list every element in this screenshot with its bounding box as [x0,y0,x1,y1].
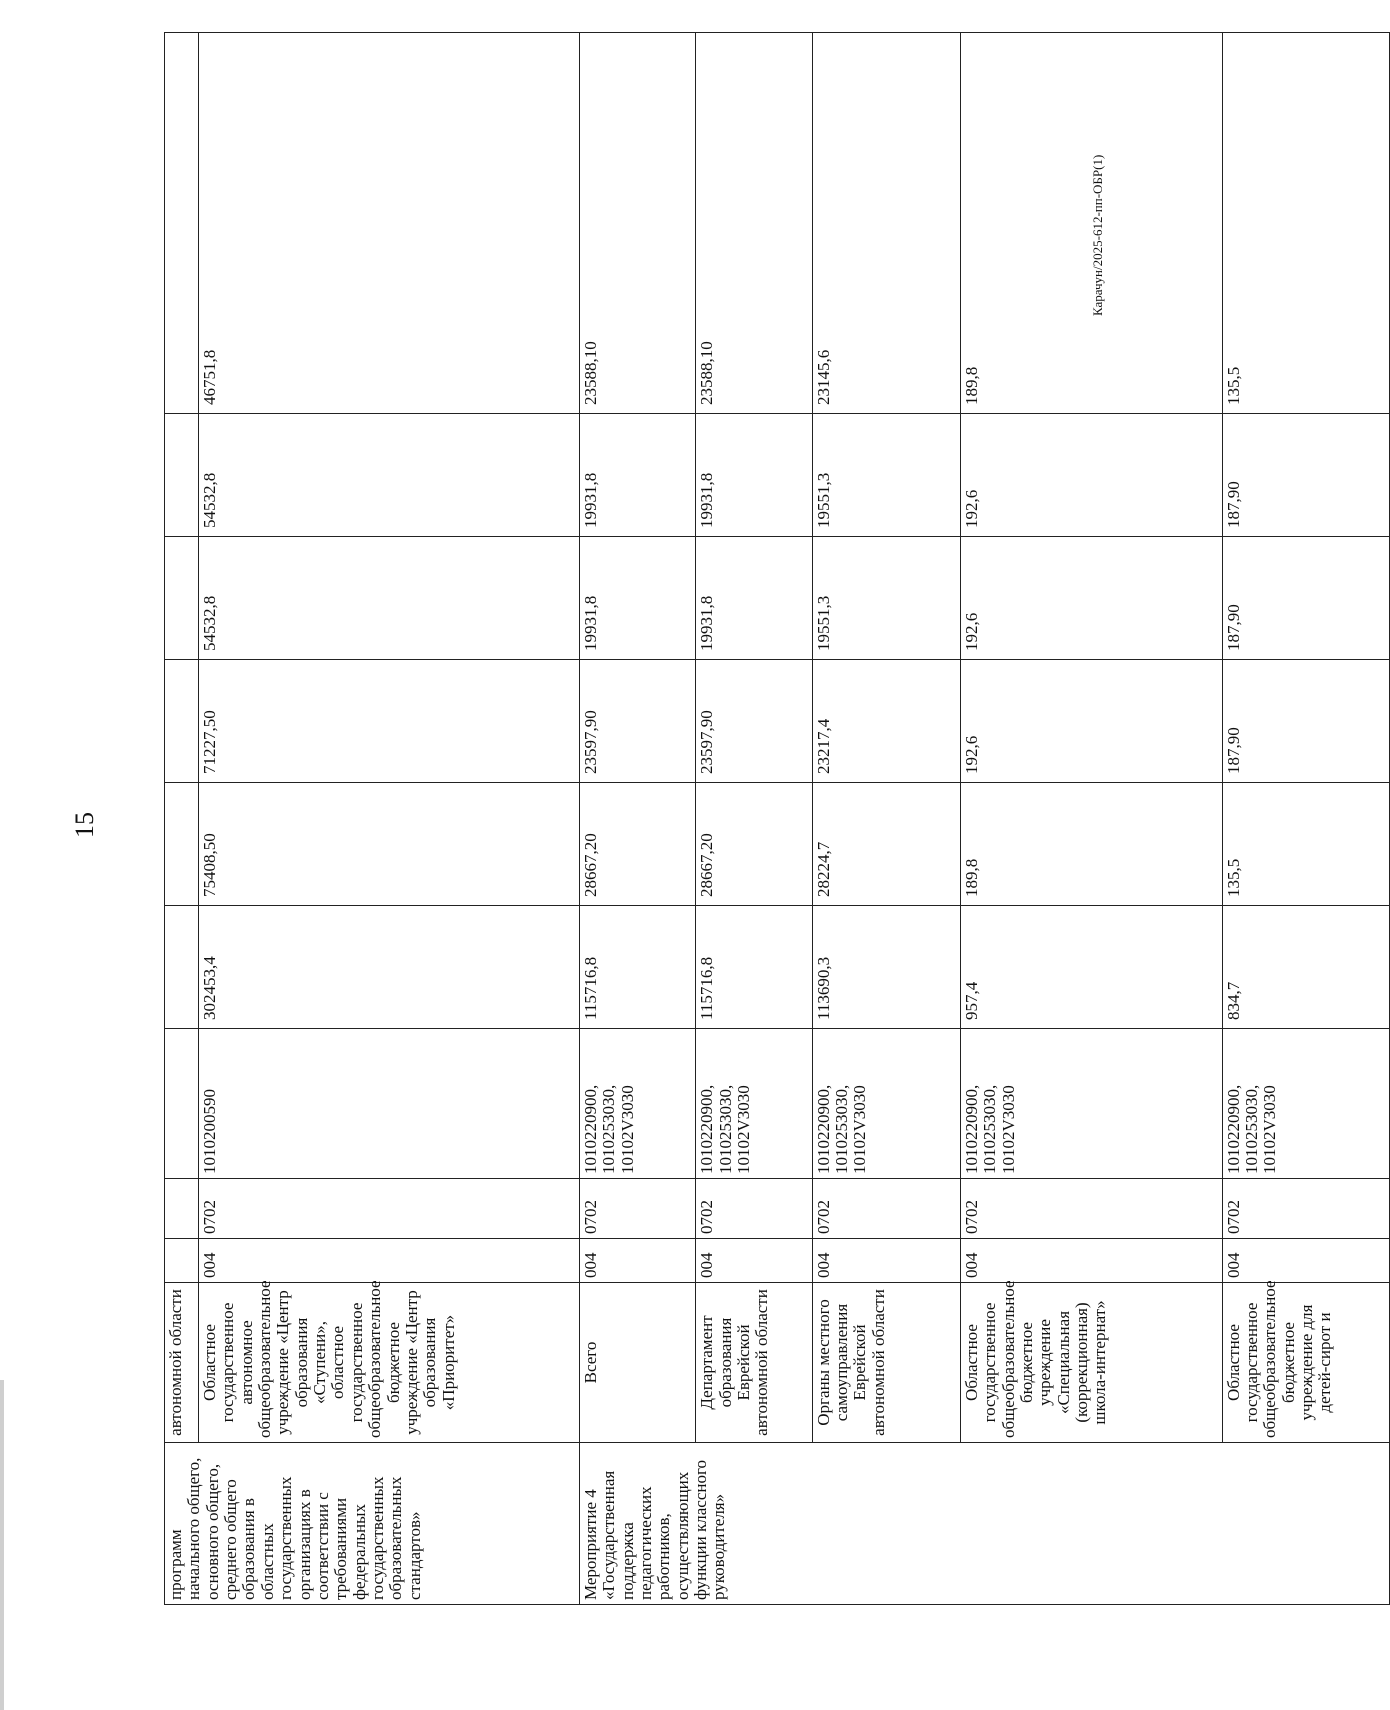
year-value-cell: 19551,3 [812,414,960,537]
year-value-cell: 189,8 [960,783,1222,906]
year-value-cell: 19931,8 [696,414,812,537]
year-value-cell: 46751,8 [198,33,579,414]
year-value-cell: 192,6 [960,537,1222,660]
year-value-cell: 23145,6 [812,33,960,414]
year-value-cell: 135,5 [1222,783,1389,906]
csr-cell: 1010220900, 1010253030, 10102V3030 [812,1029,960,1179]
table-row [696,33,812,1605]
year-value-cell: 28667,20 [696,783,812,906]
program-cell: программ начального общего, основного общего, среднего общего образования в областных государственных организациях в соответствии с требованиями федеральных государственных образовательных стандартов» [165,1443,580,1605]
csr-cell: 1010220900, 1010253030, 10102V3030 [1222,1029,1389,1179]
year-value-cell: 19931,8 [579,537,695,660]
executor-cell: Областное государственное автономное общеобразовательное учреждение «Центр образования «Ступени», областное государственное общеобразовательное бюджетное учреждение «Центр образования «Приоритет» [198,1283,579,1443]
year-value-cell: 54532,8 [198,537,579,660]
executor-cell: Всего [579,1283,695,1443]
executor-cell: Органы местного самоуправления Еврейской автономной области [812,1283,960,1443]
total-value-cell: 302453,4 [198,906,579,1029]
year-value-cell [165,783,199,906]
year-value-cell: 135,5 [1222,33,1389,414]
year-value-cell [165,33,199,414]
rz-cell: 0702 [198,1179,579,1239]
year-value-cell [165,414,199,537]
year-value-cell: 192,6 [960,660,1222,783]
year-value-cell: 23597,90 [696,660,812,783]
rz-cell: 0702 [579,1179,695,1239]
grbs-cell: 004 [812,1239,960,1283]
table-row [1222,33,1389,1605]
total-value-cell: 115716,8 [579,906,695,1029]
csr-cell: 1010200590 [198,1029,579,1179]
table-row [198,33,579,1605]
grbs-cell: 004 [1222,1239,1389,1283]
year-value-cell: 187,90 [1222,414,1389,537]
year-value-cell: 187,90 [1222,537,1389,660]
executor-cell: Областное государственное общеобразовательное бюджетное учреждение «Специальная (коррекционная) школа-интернат» [960,1283,1222,1443]
program-cell: Мероприятие 4 «Государственная поддержка педагогических работников, осуществляющих функции классного руководителя» [579,1443,1389,1605]
document-code: Карачун/2025-612-пп-ОБР(1) [1090,154,1105,316]
year-value-cell [165,537,199,660]
year-value-cell: 23588,10 [579,33,695,414]
rz-cell: 0702 [696,1179,812,1239]
table-row [960,33,1222,1605]
csr-cell: 1010220900, 1010253030, 10102V3030 [579,1029,695,1179]
budget-table [164,32,1390,1605]
grbs-cell: 004 [960,1239,1222,1283]
year-value-cell: 75408,50 [198,783,579,906]
year-value-cell [165,660,199,783]
table-row [165,33,199,1605]
total-value-cell [165,906,199,1029]
total-value-cell: 957,4 [960,906,1222,1029]
rz-cell: 0702 [812,1179,960,1239]
year-value-cell: 19551,3 [812,537,960,660]
year-value-cell: 28667,20 [579,783,695,906]
table-row [579,33,695,1605]
rz-cell: 0702 [1222,1179,1389,1239]
year-value-cell: 23597,90 [579,660,695,783]
rz-cell [165,1179,199,1239]
scan-edge-mark [0,1380,4,1710]
grbs-cell: 004 [198,1239,579,1283]
executor-cell: Областное государственное общеобразовательное бюджетное учреждение для детей-сирот и [1222,1283,1389,1443]
year-value-cell: 189,8 [960,33,1222,414]
executor-cell: автономной области [165,1283,199,1443]
csr-cell: 1010220900, 1010253030, 10102V3030 [696,1029,812,1179]
year-value-cell: 54532,8 [198,414,579,537]
table-row [812,33,960,1605]
csr-cell: 1010220900, 1010253030, 10102V3030 [960,1029,1222,1179]
year-value-cell: 192,6 [960,414,1222,537]
total-value-cell: 113690,3 [812,906,960,1029]
grbs-cell [165,1239,199,1283]
year-value-cell: 28224,7 [812,783,960,906]
grbs-cell: 004 [696,1239,812,1283]
year-value-cell: 187,90 [1222,660,1389,783]
csr-cell [165,1029,199,1179]
budget-table-rotated [164,33,1390,1605]
year-value-cell: 23588,10 [696,33,812,414]
total-value-cell: 115716,8 [696,906,812,1029]
executor-cell: Департамент образования Еврейской автономной области [696,1283,812,1443]
year-value-cell: 23217,4 [812,660,960,783]
rz-cell: 0702 [960,1179,1222,1239]
total-value-cell: 834,7 [1222,906,1389,1029]
year-value-cell: 19931,8 [579,414,695,537]
year-value-cell: 71227,50 [198,660,579,783]
grbs-cell: 004 [579,1239,695,1283]
page-number: 15 [70,812,99,838]
year-value-cell: 19931,8 [696,537,812,660]
